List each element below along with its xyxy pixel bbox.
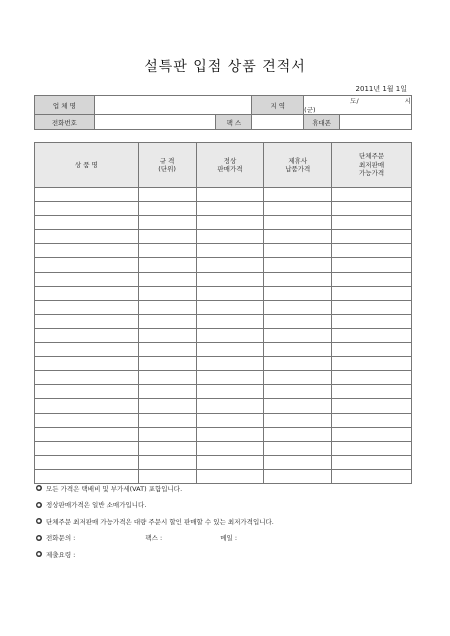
table-cell[interactable] <box>332 216 412 230</box>
table-cell[interactable] <box>332 399 412 413</box>
table-row <box>35 413 412 427</box>
table-cell[interactable] <box>35 328 139 342</box>
header-partner-price <box>264 143 332 188</box>
table-cell[interactable] <box>332 385 412 399</box>
table-cell[interactable] <box>138 314 196 328</box>
phone-field[interactable] <box>94 115 216 130</box>
header-retail-price <box>196 143 264 188</box>
table-row <box>35 202 412 216</box>
table-row <box>35 286 412 300</box>
table-cell[interactable] <box>196 427 264 441</box>
table-cell[interactable] <box>138 188 196 202</box>
table-cell[interactable] <box>196 357 264 371</box>
table-cell[interactable] <box>264 300 332 314</box>
table-cell[interactable] <box>196 272 264 286</box>
table-cell[interactable] <box>332 188 412 202</box>
table-cell[interactable] <box>332 230 412 244</box>
table-cell[interactable] <box>138 441 196 455</box>
table-row <box>35 357 412 371</box>
table-cell[interactable] <box>196 216 264 230</box>
table-cell[interactable] <box>138 385 196 399</box>
table-cell[interactable] <box>264 455 332 469</box>
company-name-field[interactable] <box>94 96 252 115</box>
table-cell[interactable] <box>35 272 139 286</box>
table-cell[interactable] <box>35 385 139 399</box>
table-cell[interactable] <box>332 441 412 455</box>
table-cell[interactable] <box>196 328 264 342</box>
table-cell[interactable] <box>35 258 139 272</box>
note-shipping-vat <box>36 480 426 497</box>
table-cell[interactable] <box>264 314 332 328</box>
company-name-label: 업 체 명 <box>35 96 95 115</box>
table-cell[interactable] <box>332 413 412 427</box>
table-cell[interactable] <box>35 427 139 441</box>
table-cell[interactable] <box>196 371 264 385</box>
header-group-line1: 단체주문 <box>359 152 385 161</box>
table-cell[interactable] <box>138 427 196 441</box>
table-cell[interactable] <box>35 230 139 244</box>
table-row <box>35 399 412 413</box>
header-partner-line1: 제휴사 <box>288 156 308 165</box>
table-cell[interactable] <box>138 357 196 371</box>
table-cell[interactable] <box>138 258 196 272</box>
table-cell[interactable] <box>138 413 196 427</box>
header-group-line3: 가능가격 <box>359 169 385 178</box>
table-cell[interactable] <box>138 216 196 230</box>
note-contact <box>36 530 426 547</box>
table-row <box>35 244 412 258</box>
table-cell[interactable] <box>138 286 196 300</box>
fax-label: 팩 스 <box>216 115 252 130</box>
vendor-info-table <box>34 95 412 130</box>
table-cell[interactable] <box>196 244 264 258</box>
table-cell[interactable] <box>138 244 196 258</box>
table-row <box>35 188 412 202</box>
table-cell[interactable] <box>264 413 332 427</box>
table-cell[interactable] <box>264 371 332 385</box>
header-spec <box>138 143 196 188</box>
table-cell[interactable] <box>332 258 412 272</box>
table-header-row <box>35 143 412 188</box>
table-cell[interactable] <box>138 343 196 357</box>
table-cell[interactable] <box>196 441 264 455</box>
table-cell[interactable] <box>35 188 139 202</box>
table-cell[interactable] <box>196 455 264 469</box>
city-suffix: 시(군) <box>304 97 411 114</box>
notes-section <box>36 480 426 563</box>
contact-fax-label: 팩스 : <box>145 534 163 543</box>
header-spec-line2: (단위) <box>158 165 176 173</box>
table-row <box>35 230 412 244</box>
region-label: 지 역 <box>252 96 304 115</box>
table-cell[interactable] <box>138 328 196 342</box>
table-cell[interactable] <box>35 399 139 413</box>
table-cell[interactable] <box>332 371 412 385</box>
fax-field[interactable] <box>252 115 304 130</box>
table-cell[interactable] <box>264 427 332 441</box>
bullet-icon: ● <box>37 551 41 557</box>
table-cell[interactable] <box>332 244 412 258</box>
province-suffix: 도/ <box>350 97 359 105</box>
table-cell[interactable] <box>264 286 332 300</box>
table-cell[interactable] <box>138 455 196 469</box>
note-group-price <box>36 513 426 530</box>
table-cell[interactable] <box>138 399 196 413</box>
table-cell[interactable] <box>35 216 139 230</box>
table-cell[interactable] <box>35 244 139 258</box>
note-submission <box>36 546 426 563</box>
header-group-line2: 최저판매 <box>359 160 385 169</box>
product-quote-table <box>34 142 412 484</box>
bullet-icon: ● <box>37 518 41 524</box>
note-retail-price <box>36 497 426 514</box>
header-product-name <box>35 143 139 188</box>
table-cell[interactable] <box>332 202 412 216</box>
table-cell[interactable] <box>196 300 264 314</box>
table-cell[interactable] <box>138 300 196 314</box>
contact-email-label: 메일 : <box>220 534 238 543</box>
table-cell[interactable] <box>332 427 412 441</box>
table-row <box>35 427 412 441</box>
table-cell[interactable] <box>35 413 139 427</box>
table-cell[interactable] <box>332 272 412 286</box>
table-cell[interactable] <box>332 314 412 328</box>
table-cell[interactable] <box>264 188 332 202</box>
table-cell[interactable] <box>196 230 264 244</box>
table-cell[interactable] <box>196 314 264 328</box>
note-text: 모든 가격은 택배비 및 부가세(VAT) 포함입니다. <box>46 484 183 493</box>
header-product-name-text: 상 품 명 <box>74 160 98 169</box>
table-row <box>35 343 412 357</box>
table-cell[interactable] <box>138 230 196 244</box>
bullet-icon: ● <box>37 485 41 491</box>
bullet-icon: ● <box>37 534 41 540</box>
table-cell[interactable] <box>138 371 196 385</box>
table-cell[interactable] <box>264 244 332 258</box>
note-text: 정상판매가격은 일반 소매가입니다. <box>46 501 147 510</box>
table-cell[interactable] <box>35 357 139 371</box>
table-row <box>35 455 412 469</box>
table-cell[interactable] <box>332 300 412 314</box>
mobile-field[interactable] <box>340 115 412 130</box>
table-cell[interactable] <box>264 216 332 230</box>
table-cell[interactable] <box>332 455 412 469</box>
table-cell[interactable] <box>332 328 412 342</box>
table-cell[interactable] <box>264 202 332 216</box>
bullet-icon: ● <box>37 501 41 507</box>
table-cell[interactable] <box>264 385 332 399</box>
document-date: 2011년 1월 1일 <box>355 85 407 93</box>
header-partner-line2: 납품가격 <box>285 165 311 173</box>
table-row <box>35 441 412 455</box>
table-cell[interactable] <box>138 272 196 286</box>
table-row <box>35 272 412 286</box>
table-cell[interactable] <box>196 343 264 357</box>
table-cell[interactable] <box>196 188 264 202</box>
table-cell[interactable] <box>35 441 139 455</box>
phone-label: 전화번호 <box>35 115 95 130</box>
table-cell[interactable] <box>35 202 139 216</box>
table-cell[interactable] <box>35 300 139 314</box>
header-spec-line1: 규 격 <box>159 156 175 165</box>
header-retail-line1: 정상 <box>223 156 237 165</box>
table-cell[interactable] <box>332 286 412 300</box>
header-retail-line2: 판매가격 <box>217 165 243 173</box>
table-cell[interactable] <box>264 272 332 286</box>
contact-label: 전화문의 : <box>46 534 76 543</box>
table-cell[interactable] <box>35 455 139 469</box>
table-cell[interactable] <box>196 413 264 427</box>
table-cell[interactable] <box>264 343 332 357</box>
table-cell[interactable] <box>138 202 196 216</box>
table-cell[interactable] <box>332 343 412 357</box>
table-cell[interactable] <box>35 286 139 300</box>
table-cell[interactable] <box>196 258 264 272</box>
table-cell[interactable] <box>196 202 264 216</box>
region-field[interactable] <box>304 96 412 115</box>
table-cell[interactable] <box>264 357 332 371</box>
table-cell[interactable] <box>35 371 139 385</box>
table-cell[interactable] <box>35 314 139 328</box>
table-row <box>35 328 412 342</box>
table-cell[interactable] <box>35 343 139 357</box>
table-cell[interactable] <box>332 357 412 371</box>
table-row <box>35 300 412 314</box>
table-row <box>35 314 412 328</box>
table-cell[interactable] <box>264 258 332 272</box>
table-cell[interactable] <box>264 399 332 413</box>
table-cell[interactable] <box>264 230 332 244</box>
table-cell[interactable] <box>264 441 332 455</box>
table-row <box>35 258 412 272</box>
table-row <box>35 371 412 385</box>
document-title: 설특판 입점 상품 견적서 <box>144 59 306 75</box>
table-cell[interactable] <box>196 385 264 399</box>
table-row <box>35 216 412 230</box>
note-text: 단체주문 최저판매 가능가격은 대량 주문시 할인 판매할 수 있는 최저가격입니다. <box>46 517 274 526</box>
header-group-price <box>332 143 412 188</box>
mobile-label: 휴대폰 <box>304 115 340 130</box>
table-cell[interactable] <box>196 399 264 413</box>
table-cell[interactable] <box>264 328 332 342</box>
table-cell[interactable] <box>196 286 264 300</box>
submission-label: 제출요령 : <box>46 550 76 559</box>
table-row <box>35 385 412 399</box>
